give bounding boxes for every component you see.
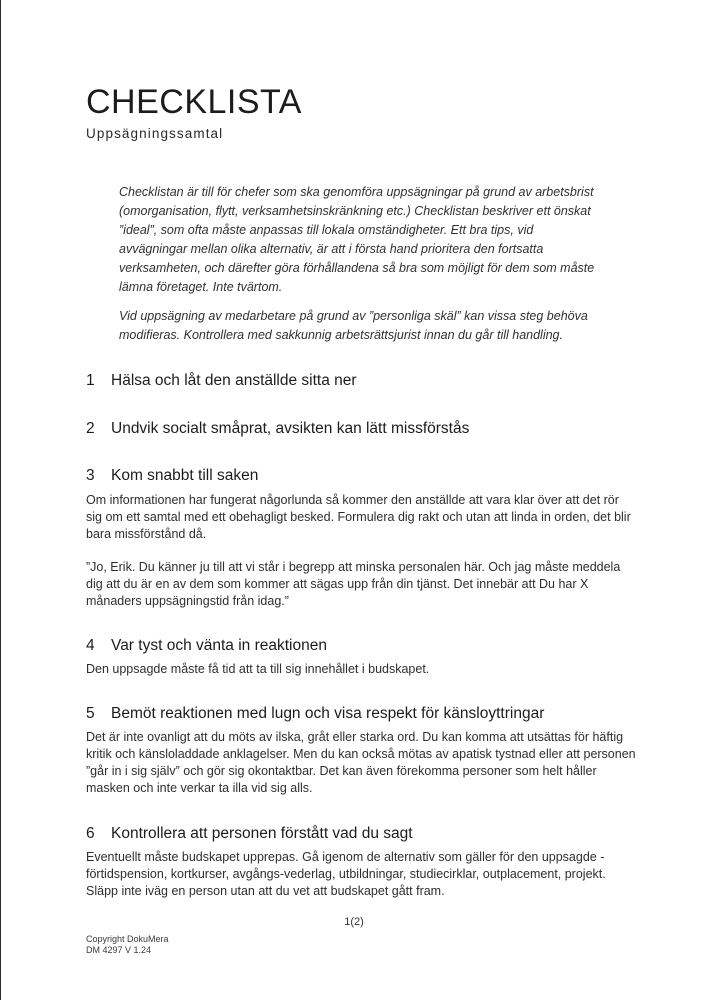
section-1-title: Hälsa och låt den anställde sitta ner [111,372,357,389]
copyright-line-2: DM 4297 V 1.24 [86,945,152,955]
section-5-number: 5 [86,705,95,722]
section-6-paragraph-1: Eventuellt måste budskapet upprepas. Gå igenom de alternativ som gäller för den uppsagde - förtidspension, kortkurser, avgångs-vederlag, utbildningar, studiecirklar, outplacement, projekt. Släpp inte iväg en person utan att du vet att budskapet gått fram. [86,850,606,898]
section-3-title: Kom snabbt till saken [111,467,259,484]
section-6-heading [86,824,638,844]
copyright-line-1: Copyright DokuMera [86,934,169,944]
intro-block [119,183,599,345]
section-6-number: 6 [86,825,95,842]
section-2-title: Undvik socialt småprat, avsikten kan lätt missförstås [111,420,470,437]
section-1-number: 1 [86,372,95,389]
page-number: 1(2) [344,916,364,928]
section-6-title: Kontrollera att personen förstått vad du sagt [111,825,413,842]
intro-paragraph-1: Checklistan är till för chefer som ska genomföra uppsägningar på grund av arbetsbrist (omorganisation, flytt, verksamhetsinskränkning etc.) Checklistan beskriver ett önskat ”ideal”, som ofta måste anpassas till lokala omständigheter. Ett bra tips, vid avvägningar mellan olika alternativ, är att i första hand prioritera den fortsatta verksamheten, och därefter göra förhållandena så bra som möjligt för dem som måste lämna företaget. Inte tvärtom. [119,185,595,294]
section-3-paragraph-2-quote: ”Jo, Erik. Du känner ju till att vi står i begrepp att minska personalen här. Och jag måste meddela dig att du är en av dem som kommer att sägas upp från din tjänst. Det innebär att Du har X månaders uppsägningstid från idag.” [86,560,621,608]
section-5-title: Bemöt reaktionen med lugn och visa respekt för känsloyttringar [111,705,545,722]
section-1-heading [86,371,638,391]
section-4-title: Var tyst och vänta in reaktionen [111,637,327,654]
section-3-heading [86,466,638,486]
section-4-heading [86,636,638,656]
section-5-paragraph-1: Det är inte ovanligt att du möts av ilska, gråt eller starka ord. Du kan komma att utsättas för häftig kritik och känsloladdade anklagelser. Men du kan också mötas av apatisk tystnad eller att personen ”går in i sig själv” och gör sig okontaktbar. Det kan även förekomma personer som helt håller masken och inte verkar ta illa vid sig alls. [86,730,636,795]
intro-paragraph-2: Vid uppsägning av medarbetare på grund av ”personliga skäl” kan vissa steg behöva modifieras. Kontrollera med sakkunnig arbetsrättsjurist innan du går till handling. [119,309,588,342]
section-3-number: 3 [86,467,95,484]
section-2-heading [86,419,638,439]
section-3-paragraph-1: Om informationen har fungerat någorlunda så kommer den anställde att vara klar över att det rör sig om ett samtal med ett obehagligt besked. Formulera dig rakt och utan att linda in orden, det blir bara missförstånd då. [86,493,631,541]
section-4-paragraph-1: Den uppsagde måste få tid att ta till sig innehållet i budskapet. [86,662,430,676]
section-4-number: 4 [86,637,95,654]
document-content [1,0,707,900]
section-2-number: 2 [86,420,95,437]
section-5-heading [86,704,638,724]
page-title: CHECKLISTA [86,83,302,121]
page-subtitle: Uppsägningssamtal [86,126,224,141]
copyright-block [86,934,169,956]
